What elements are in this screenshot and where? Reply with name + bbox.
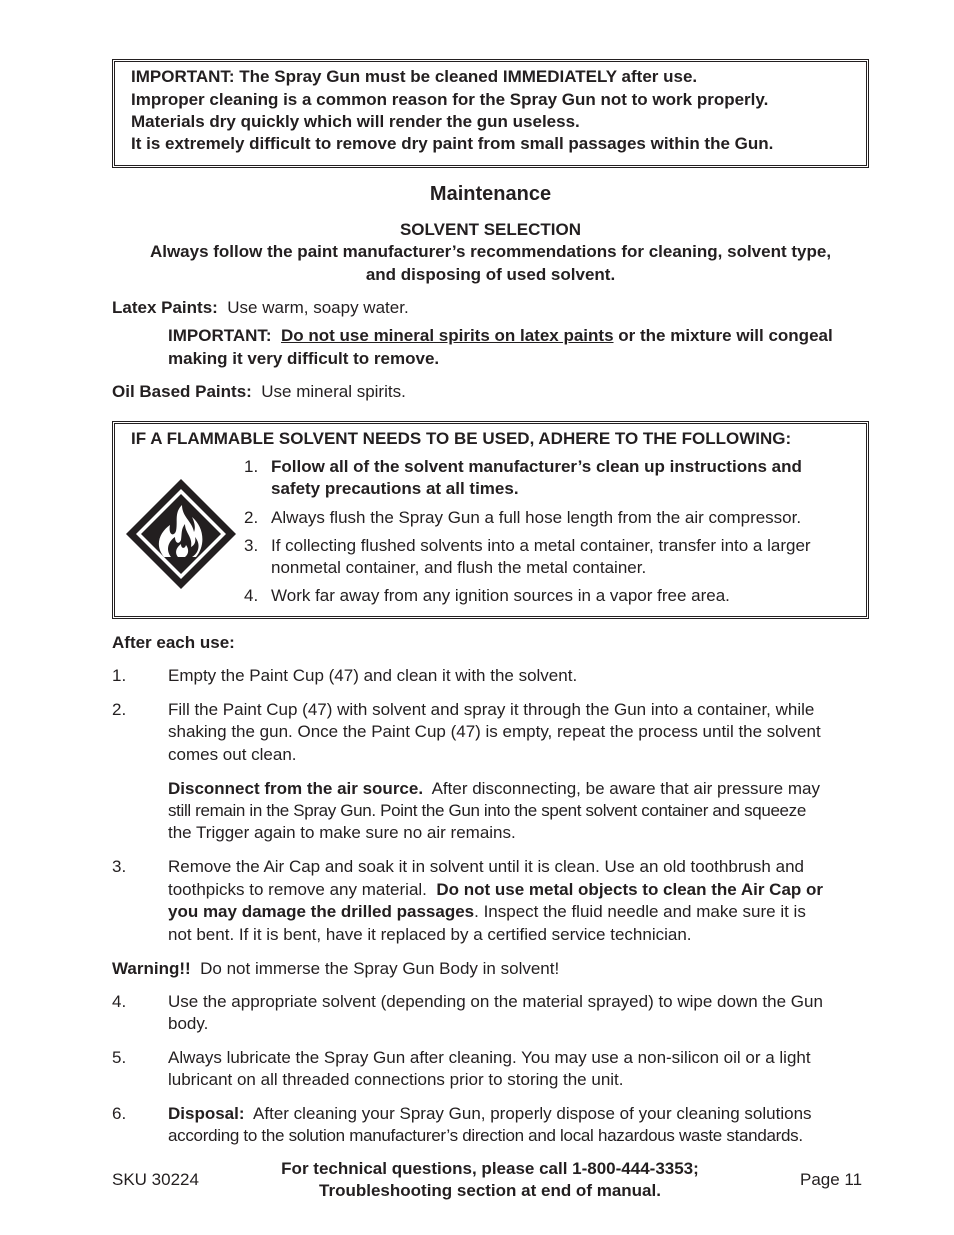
step-6-num: 6. — [112, 1104, 127, 1123]
step-2-line-3: comes out clean. — [168, 745, 297, 764]
flammable-item-3-line-2: nonmetal container, and flush the metal container. — [271, 558, 647, 577]
step-5-line-2: lubricant on all threaded connections prior to storing the unit. — [168, 1070, 624, 1089]
latex-important-line-2: making it very difficult to remove. — [168, 349, 440, 368]
important-line-3: Materials dry quickly which will render the gun useless. — [131, 112, 580, 131]
step-3-line-3 — [168, 901, 806, 923]
latex-important-label: IMPORTANT: — [168, 326, 272, 345]
step-6-label: Disposal: — [168, 1104, 245, 1123]
footer-sku: SKU 30224 — [112, 1170, 199, 1189]
step-1-text: Empty the Paint Cup (47) and clean it with the solvent. — [168, 666, 578, 685]
important-line-1: IMPORTANT: The Spray Gun must be cleaned IMMEDIATELY after use. — [131, 67, 698, 86]
step-5-line-1: Always lubricate the Spray Gun after cleaning. You may use a non-silicon oil or a light — [168, 1048, 811, 1067]
step-2-line-2: shaking the gun. Once the Paint Cup (47) is empty, repeat the process until the solvent — [168, 722, 821, 741]
step-3-line-2-plain: toothpicks to remove any material. — [168, 880, 427, 899]
footer-tech-line-1: For technical questions, please call 1-800-444-3353; — [281, 1159, 699, 1178]
disconnect-bold: Disconnect from the air source. — [168, 779, 424, 798]
flammable-item-1-num: 1. — [244, 457, 259, 476]
flammable-item-3-line-1: If collecting flushed solvents into a metal container, transfer into a larger — [271, 536, 811, 555]
section-title: Maintenance — [429, 183, 552, 205]
solvent-selection-line-2: and disposing of used solvent. — [365, 265, 616, 284]
latex-paints-text: Use warm, soapy water. — [227, 298, 409, 317]
important-line-4: It is extremely difficult to remove dry paint from small passages within the Gun. — [131, 134, 774, 153]
disconnect-line-3: the Trigger again to make sure no air remains. — [168, 823, 516, 842]
disconnect-text-1: After disconnecting, be aware that air pressure may — [431, 779, 820, 798]
flammable-hazard-icon — [124, 477, 238, 591]
flammable-heading: IF A FLAMMABLE SOLVENT NEEDS TO BE USED, ADHERE TO THE FOLLOWING: — [131, 429, 792, 448]
latex-important-rest-1: or the mixture will congeal — [618, 326, 833, 345]
important-line-2: Improper cleaning is a common reason for the Spray Gun not to work properly. — [131, 90, 769, 109]
step-6-text-1: After cleaning your Spray Gun, properly dispose of your cleaning solutions — [253, 1104, 812, 1123]
step-3-line-3-plain: . Inspect the fluid needle and make sure it is — [474, 902, 806, 921]
latex-paints-label: Latex Paints: — [112, 298, 218, 317]
flammable-item-1-line-2: safety precautions at all times. — [271, 479, 519, 498]
latex-paints-paragraph — [112, 297, 409, 319]
warning-paragraph — [112, 958, 559, 980]
step-5-num: 5. — [112, 1048, 127, 1067]
step-4-line-1: Use the appropriate solvent (depending on the material sprayed) to wipe down the Gun — [168, 992, 823, 1011]
flammable-item-2-line-1: Always flush the Spray Gun a full hose length from the air compressor. — [271, 508, 802, 527]
latex-important-line-1 — [168, 325, 833, 347]
step-3-num: 3. — [112, 857, 127, 876]
oil-paints-label: Oil Based Paints: — [112, 382, 252, 401]
flammable-item-2-num: 2. — [244, 508, 259, 527]
oil-paints-paragraph — [112, 381, 406, 403]
solvent-selection-line-1: Always follow the paint manufacturer’s recommendations for cleaning, solvent type, — [149, 242, 832, 261]
after-use-heading: After each use: — [112, 633, 235, 652]
step-3-line-2-bold: Do not use metal objects to clean the Air Cap or — [436, 880, 824, 899]
step-6-line-1 — [168, 1103, 812, 1125]
step-2-num: 2. — [112, 700, 127, 719]
flammable-item-3-num: 3. — [244, 536, 259, 555]
step-6-line-2: according to the solution manufacturer’s direction and local hazardous waste standards. — [168, 1126, 803, 1145]
flammable-item-4-line-1: Work far away from any ignition sources in a vapor free area. — [271, 586, 730, 605]
step-3-line-1: Remove the Air Cap and soak it in solvent until it is clean. Use an old toothbrush and — [168, 857, 804, 876]
step-3-line-2 — [168, 879, 823, 901]
step-2-line-1: Fill the Paint Cup (47) with solvent and spray it through the Gun into a container, while — [168, 700, 815, 719]
warning-label: Warning!! — [112, 959, 191, 978]
step-4-line-2: body. — [168, 1014, 209, 1033]
step-3-line-3-bold: you may damage the drilled passages — [168, 902, 475, 921]
disconnect-line-1 — [168, 778, 820, 800]
disconnect-line-2: still remain in the Spray Gun. Point the Gun into the spent solvent container and squeeze — [168, 801, 806, 820]
step-1-num: 1. — [112, 666, 127, 685]
oil-paints-text: Use mineral spirits. — [261, 382, 406, 401]
flammable-item-4-num: 4. — [244, 586, 259, 605]
footer-page-number: Page 11 — [800, 1170, 863, 1189]
latex-important-underlined: Do not use mineral spirits on latex paints — [281, 326, 614, 345]
warning-text: Do not immerse the Spray Gun Body in solvent! — [200, 959, 560, 978]
solvent-selection-heading: SOLVENT SELECTION — [399, 220, 582, 239]
step-3-line-4: not bent. If it is bent, have it replaced by a certified service technician. — [168, 925, 692, 944]
step-4-num: 4. — [112, 992, 127, 1011]
flammable-item-1-line-1: Follow all of the solvent manufacturer’s clean up instructions and — [271, 457, 802, 476]
footer-tech-line-2: Troubleshooting section at end of manual. — [319, 1181, 661, 1200]
